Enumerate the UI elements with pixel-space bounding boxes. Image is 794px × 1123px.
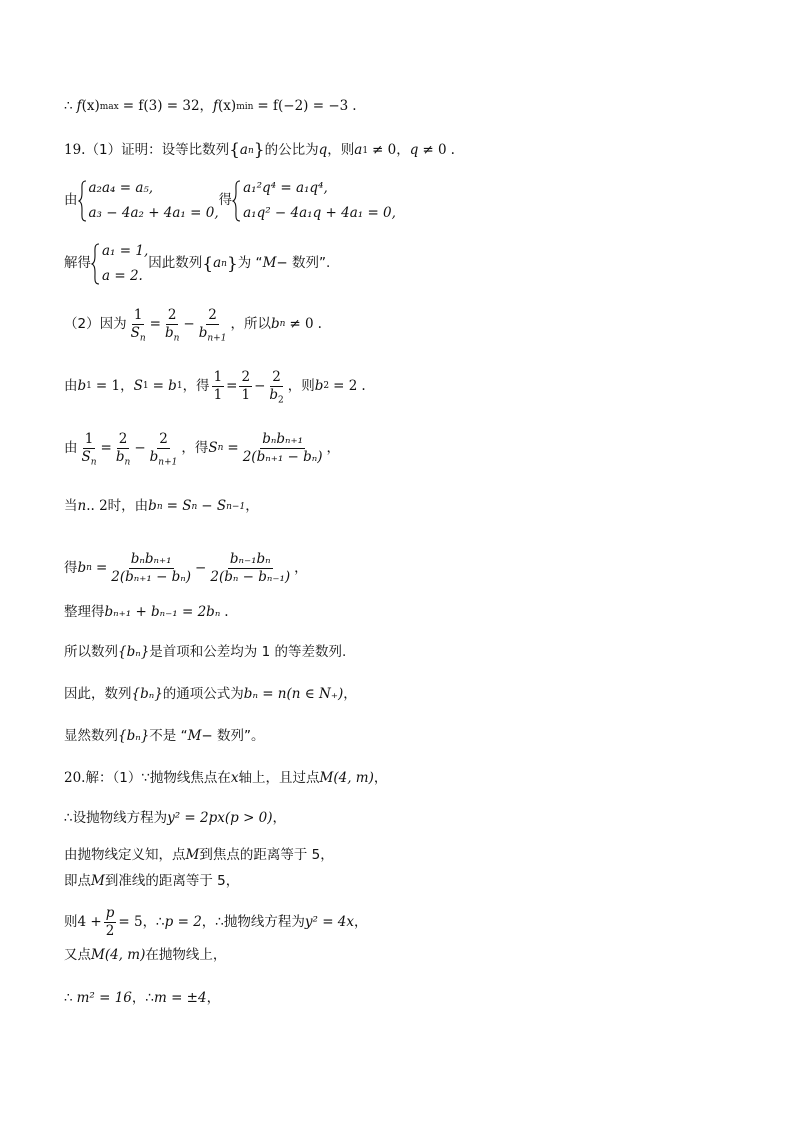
line-20-1: 20. 解：（1）∵抛物线焦点在 x 轴上，且过点 M(4, m) ， — [64, 770, 388, 786]
line-directrix: 即点 M 到准线的距离等于 5， — [64, 873, 240, 889]
line-bn-expression: 得 b n = $\frac{\text{bₙbₙ₊₁}}{\text{2(bₙ₊₁ − bₙ)}}$ − $\frac{\text{bₙ₋₁bₙ}}{\text{2(bₙ − bₙ₋₁)}}$ ， — [64, 551, 308, 585]
line-b1: 由 b 1 = 1 ， S 1 = b 1 ，得 $\frac{1}{1}$ = $\frac{2}{1}$ − $\frac{2}{b_2}$ ，则 b 2 = 2 . — [64, 369, 366, 406]
therefore-symbol: ∴ — [64, 98, 73, 114]
line-definition: 由抛物线定义知，点 M 到焦点的距离等于 5， — [64, 847, 334, 863]
line-system-equations: 由 a₂a₄ = a₅, a₃ − 4a₂ + 4a₁ = 0, 得 a₁²q⁴ = a₁q⁴, a₁q² − 4a₁q + 4a₁ = 0, — [64, 180, 396, 222]
line-general-term: 因此，数列 {bₙ} 的通项公式为 bₙ = n(n ∈ N₊) ， — [64, 686, 357, 702]
left-brace-icon — [78, 180, 87, 222]
left-brace-icon — [232, 180, 241, 222]
line-m-value: ∴ m² = 16 ，∴ m = ±4 ， — [64, 990, 221, 1006]
line-arithmetic-seq: 所以数列 {bₙ} 是首项和公差均为 1 的等差数列. — [64, 644, 347, 660]
line-parabola-setup: ∴设抛物线方程为 y² = 2px(p > 0) ， — [64, 810, 287, 826]
line-p-value: 则 4 + $\frac{p}{2}$ = 5 ，∴ p = 2 ，∴抛物线方程为 y² = 4x ， — [64, 905, 368, 939]
left-brace-icon — [91, 243, 100, 285]
line-simplify: 整理得 bₙ₊₁ + bₙ₋₁ = 2bₙ . — [64, 604, 229, 620]
line-not-M-seq: 显然数列 {bₙ} 不是 “ M − 数列”。 — [64, 728, 265, 744]
line-n-ge-2: 当 n .. 2 时，由 b n = S n − S n−1 ， — [64, 498, 259, 514]
line-solve: 解得 a₁ = 1, a = 2. 因此数列 { a n } 为 “ M − 数列”. — [64, 243, 331, 285]
question-number: 19. — [64, 141, 86, 158]
line-max-min: ∴ f (x) max = f(3) = 32 ， f (x) min = f(−2) = −3 . — [64, 98, 357, 114]
line-19-1: 19. （1）证明：设等比数列 { a n } 的公比为 q ，则 a 1 ≠ 0 ， q ≠ 0 . — [64, 140, 455, 160]
line-point-on-parabola: 又点 M(4, m) 在抛物线上， — [64, 947, 227, 963]
line-19-2: （2）因为 $\frac{1}{S_n}$ = $\frac{2}{b_n}$ − $\frac{2}{b_{n+1}}$ ，所以 b n ≠ 0 . — [64, 307, 322, 344]
line-Sn: 由 $\frac{1}{S_n}$ = $\frac{2}{b_n}$ − $\frac{2}{b_{n+1}}$ ，得 S n = $\frac{\text{bₙbₙ₊₁}}{\text{2(bₙ₊₁ − bₙ)}}$ ， — [64, 431, 340, 468]
question-number: 20. — [64, 770, 86, 786]
